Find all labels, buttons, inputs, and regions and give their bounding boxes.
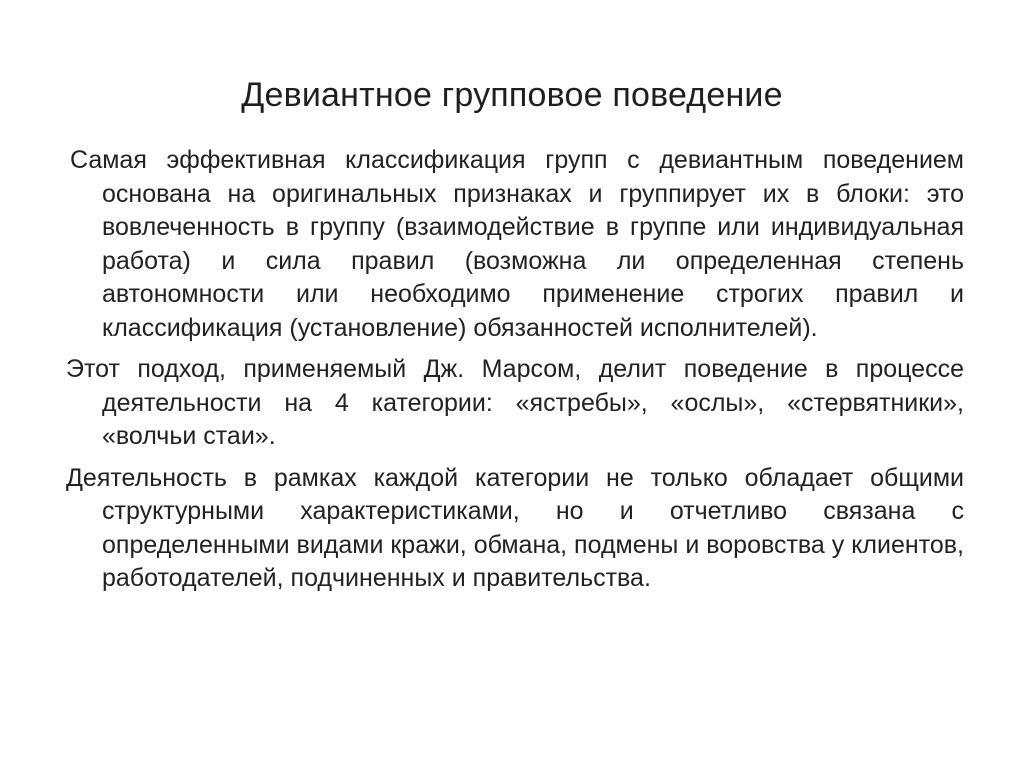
paragraph-mars-approach: Этот подход, применяемый Дж. Марсом, делит поведение в процессе деятельности на 4 категории: «ястребы», «ослы», «стервятники», «волчьи стаи». bbox=[66, 355, 964, 450]
slide-body bbox=[66, 144, 964, 604]
paragraph-classification: Самая эффективная классификация групп с девиантным поведением основана на оригинальных признаках и группирует их в блоки: это вовлеченность в группу (взаимодействие в группе или индивидуальная работа) и сила правил (возможна ли определенная степень автономности или необходимо применение строгих правил и классификация (установление) обязанностей исполнителей). bbox=[70, 146, 964, 342]
paragraph-activity-categories: Деятельность в рамках каждой категории не только обладает общими структурными характеристиками, но и отчетливо связана с определенными видами кражи, обмана, подмены и воровства у клиентов, работодателей, подчиненных и правительства. bbox=[66, 463, 964, 592]
slide-title: Девиантное групповое поведение bbox=[241, 76, 783, 114]
